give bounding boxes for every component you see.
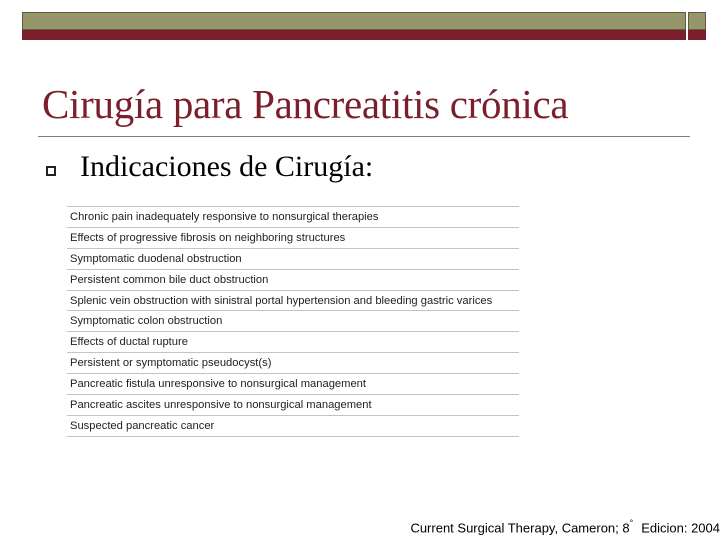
table-row: Splenic vein obstruction with sinistral portal hypertension and bleeding gastric varices — [67, 291, 519, 312]
table-row: Persistent or symptomatic pseudocyst(s) — [67, 353, 519, 374]
table-row: Chronic pain inadequately responsive to nonsurgical therapies — [67, 207, 519, 228]
header-square-maroon — [688, 30, 706, 40]
citation — [410, 519, 720, 535]
table-row: Persistent common bile duct obstruction — [67, 270, 519, 291]
citation-tail: Edicion: 2004 — [641, 520, 720, 536]
table-row: Pancreatic fistula unresponsive to nonsurgical management — [67, 374, 519, 395]
square-bullet-icon — [46, 166, 56, 176]
header-bar-olive — [22, 12, 686, 30]
table-row: Effects of progressive fibrosis on neighboring structures — [67, 228, 519, 249]
table-row: Pancreatic ascites unresponsive to nonsurgical management — [67, 395, 519, 416]
table-row: Symptomatic colon obstruction — [67, 311, 519, 332]
bullet-text: Indicaciones de Cirugía: — [80, 150, 374, 183]
table-row: Suspected pancreatic cancer — [67, 416, 519, 437]
citation-degree: ° — [629, 518, 634, 528]
header-square-olive — [688, 12, 706, 30]
slide-title: Cirugía para Pancreatitis crónica — [42, 81, 569, 127]
indications-table — [67, 206, 519, 437]
table-row: Effects of ductal rupture — [67, 332, 519, 353]
citation-main: Current Surgical Therapy, Cameron; 8 — [410, 520, 630, 536]
table-row: Symptomatic duodenal obstruction — [67, 249, 519, 270]
title-divider — [38, 136, 690, 137]
header-bar-maroon — [22, 30, 686, 40]
